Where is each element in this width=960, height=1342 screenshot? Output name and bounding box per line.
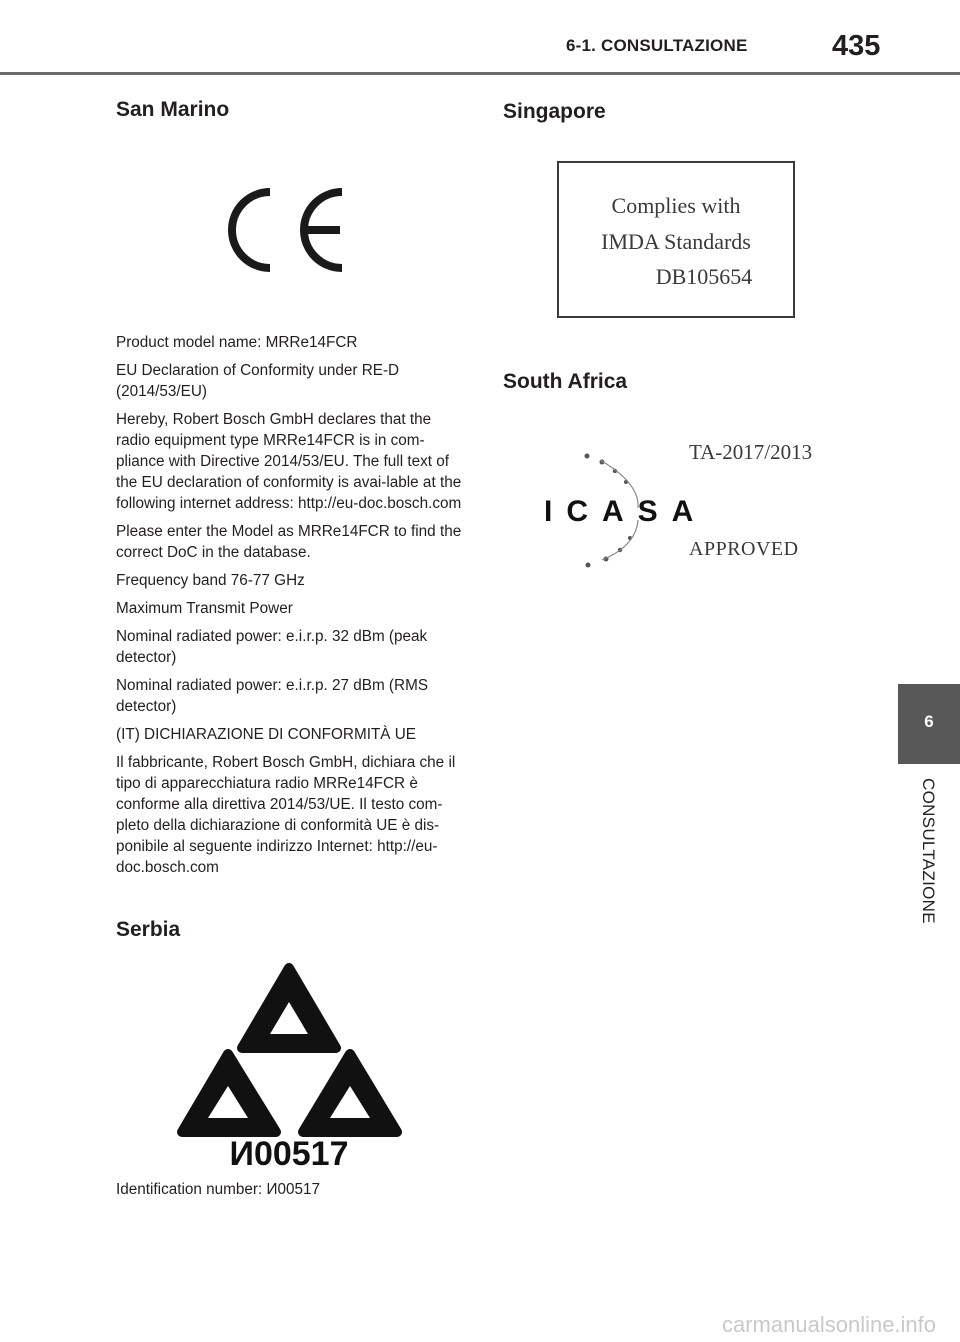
south-africa-heading: South Africa xyxy=(503,370,628,393)
san-marino-heading: San Marino xyxy=(116,98,230,121)
san-marino-body xyxy=(116,332,466,885)
chapter-number: 6 xyxy=(924,712,934,731)
singapore-heading: Singapore xyxy=(503,100,606,123)
serbia-heading: Serbia xyxy=(116,918,181,941)
watermark: carmanualsonline.info xyxy=(722,1312,937,1337)
paragraph: Hereby, Robert Bosch GmbH declares that the radio equipment type MRRe14FCR is in com-pliance with Directive 2014/53/EU. The full text of the EU declaration of conformity is avai-lable at the following internet address: http://eu-doc.bosch.com xyxy=(116,411,462,512)
ce-mark-icon xyxy=(228,186,346,274)
paragraph: Please enter the Model as MRRe14FCR to find the correct DoC in the database. xyxy=(116,523,462,561)
paragraph: Frequency band 76-77 GHz xyxy=(116,572,305,589)
paragraph: Nominal radiated power: e.i.r.p. 27 dBm (RMS detector) xyxy=(116,677,429,715)
icasa-logo-text: ICASA xyxy=(544,495,708,528)
approved-label: APPROVED xyxy=(689,538,799,560)
imda-label xyxy=(557,161,795,318)
paragraph: Nominal radiated power: e.i.r.p. 32 dBm (peak detector) xyxy=(116,628,428,666)
ta-number: TA-2017/2013 xyxy=(689,440,813,464)
paragraph: (IT) DICHIARAZIONE DI CONFORMITÀ UE xyxy=(116,726,416,743)
serbia-approval-logo xyxy=(176,962,402,1168)
chapter-tab[interactable] xyxy=(898,684,960,764)
imda-line-1: Complies with xyxy=(611,193,741,218)
paragraph: Maximum Transmit Power xyxy=(116,600,293,617)
chapter-label: CONSULTAZIONE xyxy=(919,778,938,924)
imda-line-2: IMDA Standards xyxy=(601,229,751,254)
serbia-identification: Identification number: И00517 xyxy=(116,1181,321,1198)
serbia-logo-code: И00517 xyxy=(229,1135,349,1168)
imda-line-3: DB105654 xyxy=(655,264,753,289)
page-number: 435 xyxy=(832,30,881,62)
header-divider xyxy=(0,72,960,75)
section-title: 6-1. CONSULTAZIONE xyxy=(566,36,748,55)
paragraph: Il fabbricante, Robert Bosch GmbH, dichiara che il tipo di apparecchiatura radio MRRe14FCR è conforme alla direttiva 2014/53/UE. Il testo com-pleto della dichiarazione di conformità UE è dis-ponibile al seguente indirizzo Internet: http://eu-doc.bosch.com xyxy=(116,754,456,876)
paragraph: Product model name: MRRe14FCR xyxy=(116,334,358,351)
paragraph: EU Declaration of Conformity under RE-D (2014/53/EU) xyxy=(116,362,400,400)
